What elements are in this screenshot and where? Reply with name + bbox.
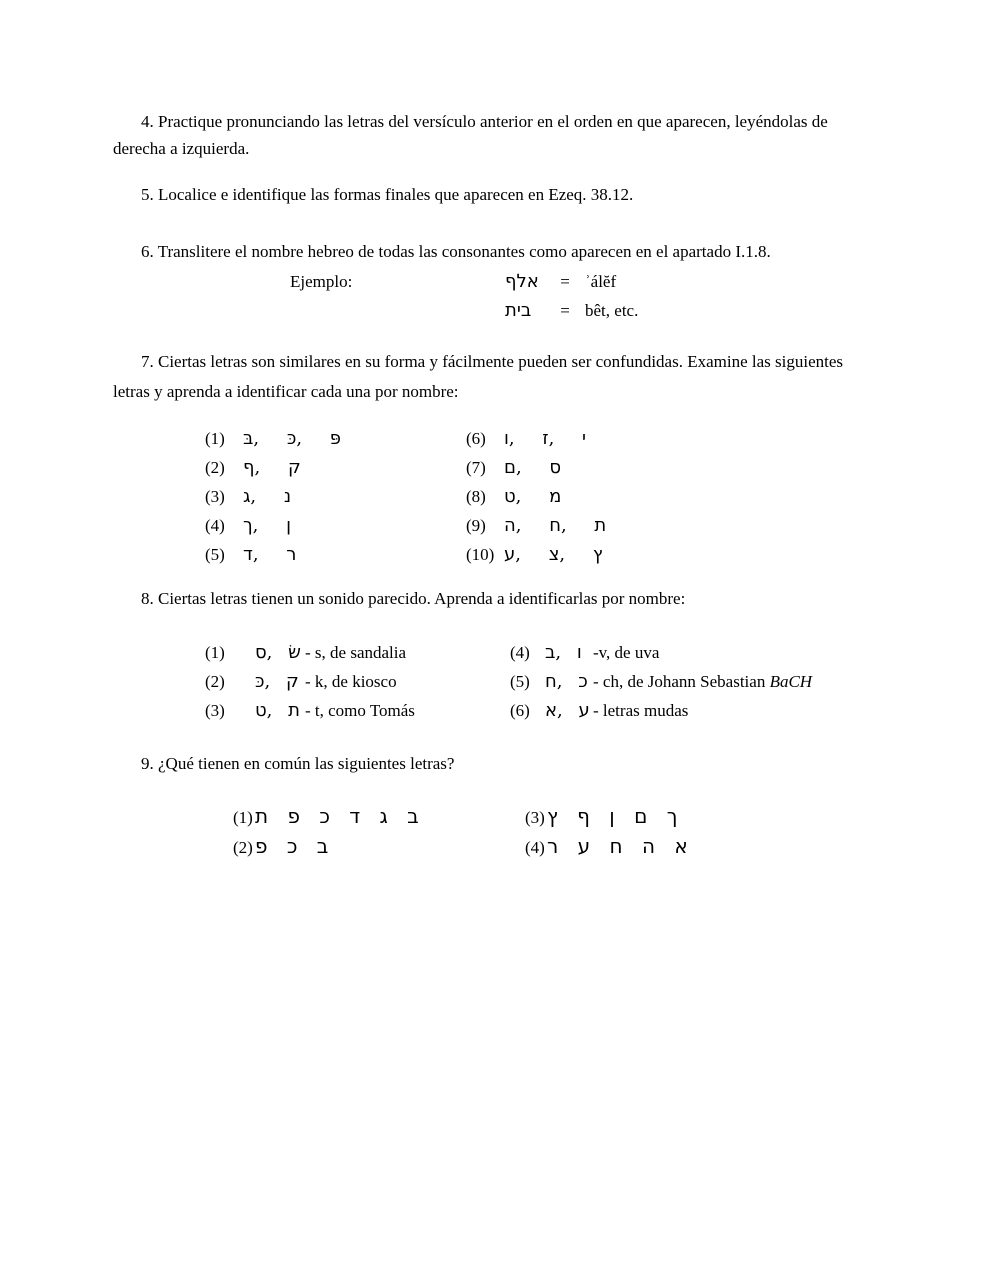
hebrew-letters: ף, ק <box>243 457 301 478</box>
hebrew-letters: ט, ת <box>255 700 300 721</box>
transliteration-alef: ʾálĕf <box>585 272 617 291</box>
hebrew-letters: ץ ף ן ם ך <box>547 804 678 828</box>
letter-row <box>205 511 466 540</box>
sound-description: - letras mudas <box>593 701 689 720</box>
sound-row <box>510 667 877 696</box>
hebrew-letters: בּ, כּ, פּ <box>243 428 342 449</box>
item-number: (2) <box>205 672 225 691</box>
hebrew-letters: ו, ז, י <box>504 428 587 449</box>
hebrew-letters: ע, צ, ץ <box>504 544 603 565</box>
letter-row <box>466 453 877 482</box>
letter-row <box>205 482 466 511</box>
sound-row <box>510 638 877 667</box>
letter-row <box>466 511 877 540</box>
paragraph-5: 5. Localice e identifique las formas finales que aparecen en Ezeq. 38.12. <box>141 185 634 204</box>
hebrew-word-bet: תיב <box>505 300 532 321</box>
item-number: (10) <box>466 545 495 564</box>
hebrew-letters: ה, ח, ת <box>504 515 607 536</box>
paragraph-7: 7. Ciertas letras son similares en su forma y fácilmente pueden ser confundidas. Examine las siguientes letras y aprenda a identificar cada una por nombre: <box>113 352 843 401</box>
sound-description-italic: BaCH <box>769 672 813 691</box>
item-number: (3) <box>205 701 225 720</box>
example-row <box>290 296 877 325</box>
hebrew-letters: ג, נ <box>243 486 292 507</box>
hebrew-letters: ב, ו <box>545 642 582 663</box>
sound-description: - t, como Tomás <box>305 701 415 720</box>
letter-group-row <box>525 831 877 861</box>
section-9-left-column <box>233 801 525 861</box>
section-8-similar-sounds <box>113 638 877 725</box>
paragraph-8: 8. Ciertas letras tienen un sonido parecido. Aprenda a identificarlas por nombre: <box>141 589 686 608</box>
sound-row <box>205 696 510 725</box>
sound-description-text: - ch, de Johann Sebastian <box>593 672 770 691</box>
section-8-left-column <box>205 638 510 725</box>
item-number: (3) <box>525 808 545 827</box>
section-9-letter-groups <box>113 801 877 861</box>
sound-description: -v, de uva <box>593 643 660 662</box>
sound-description: - s, de sandalia <box>305 643 407 662</box>
item-number: (6) <box>466 429 486 448</box>
hebrew-letters: ת פ כ ד ג ב <box>255 804 419 828</box>
letter-group-row <box>233 801 525 831</box>
item-number: (7) <box>466 458 486 477</box>
letter-row <box>205 540 466 569</box>
equals-sign: = <box>560 301 570 320</box>
example-label: Ejemplo: <box>290 272 353 291</box>
item-number: (9) <box>466 516 486 535</box>
letter-row <box>205 424 466 453</box>
sound-row <box>205 667 510 696</box>
letter-row <box>205 453 466 482</box>
sound-row <box>510 696 877 725</box>
paragraph-4: 4. Practique pronunciando las letras del versículo anterior en el orden en que aparecen, leyéndolas de derecha a izquierda. <box>113 112 828 158</box>
section-8-right-column <box>510 638 877 725</box>
paragraph-9: 9. ¿Qué tienen en común las siguientes letras? <box>141 754 455 773</box>
section-7-right-column <box>466 424 877 569</box>
item-number: (2) <box>233 838 253 857</box>
item-number: (4) <box>525 838 545 857</box>
letter-group-row <box>233 831 525 861</box>
item-number: (1) <box>205 429 225 448</box>
item-number: (8) <box>466 487 486 506</box>
hebrew-letters: ד, ר <box>243 544 297 565</box>
paragraph-6: 6. Translitere el nombre hebreo de todas las consonantes como aparecen en el apartado I.1.8. <box>141 242 771 261</box>
hebrew-letters: א, ע <box>545 700 590 721</box>
item-number: (3) <box>205 487 225 506</box>
sound-row <box>205 638 510 667</box>
section-7-confusable-letters <box>113 424 877 569</box>
hebrew-letters: ח, כ <box>545 671 588 692</box>
item-number: (4) <box>510 643 530 662</box>
hebrew-letters: כּ, ק <box>255 671 299 692</box>
item-number: (4) <box>205 516 225 535</box>
item-number: (2) <box>205 458 225 477</box>
item-number: (5) <box>205 545 225 564</box>
hebrew-letters: ס, שׂ <box>255 642 301 663</box>
sound-description: - k, de kiosco <box>305 672 397 691</box>
letter-row <box>466 482 877 511</box>
item-number: (1) <box>205 643 225 662</box>
item-number: (1) <box>233 808 253 827</box>
transliteration-bet: bêt, etc. <box>585 301 639 320</box>
section-7-left-column <box>205 424 466 569</box>
hebrew-word-alef: ףלא <box>505 271 539 292</box>
letter-row <box>466 424 877 453</box>
sound-description <box>593 667 812 696</box>
hebrew-letters: פ כ ב <box>255 834 329 858</box>
item-number: (6) <box>510 701 530 720</box>
example-row <box>290 267 877 296</box>
equals-sign: = <box>560 272 570 291</box>
hebrew-letters: ם, ס <box>504 457 562 478</box>
hebrew-letters: ט, מ <box>504 486 562 507</box>
hebrew-letters: ך, ן <box>243 515 292 536</box>
section-9-right-column <box>525 801 877 861</box>
transliteration-example <box>290 267 877 325</box>
hebrew-letters: ר ע ח ה א <box>547 834 688 858</box>
letter-group-row <box>525 801 877 831</box>
letter-row <box>466 540 877 569</box>
item-number: (5) <box>510 672 530 691</box>
